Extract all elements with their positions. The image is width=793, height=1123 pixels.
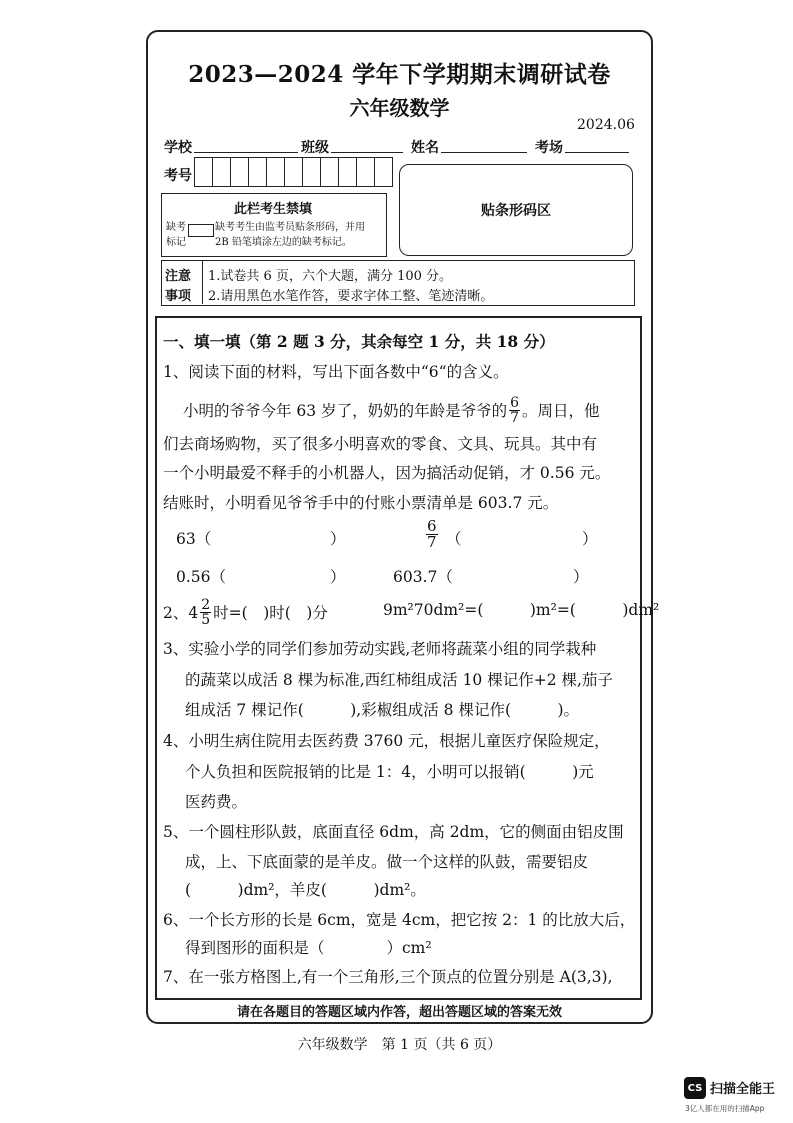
barcode-area: [399, 164, 633, 256]
exam-number-label: 考号: [164, 168, 192, 184]
exam-number-box[interactable]: [230, 157, 249, 187]
exam-number-box[interactable]: [212, 157, 231, 187]
q7-line-1: 7、在一张方格图上,有一个三角形,三个顶点的位置分别是 A(3,3),: [163, 968, 613, 986]
q1-text: 。周日，他: [522, 401, 600, 420]
q2-text-a: 2、4: [163, 603, 199, 622]
exam-number-box[interactable]: [374, 157, 393, 187]
camscanner-name: 扫描全能王: [710, 1082, 776, 1097]
answer-63-label: 63（: [176, 530, 212, 548]
q6-line-2: 得到图形的面积是（ ）cm²: [185, 939, 432, 957]
page-footer: 六年级数学 第 1 页（共 6 页）: [297, 1037, 502, 1053]
q4-line-2: 个人负担和医院报销的比是 1：4，小明可以报销( )元: [185, 763, 594, 781]
fraction-denominator: 7: [427, 533, 437, 551]
logo-text: CS: [687, 1082, 703, 1094]
q3-line-1: 3、实验小学的同学们参加劳动实践,老师将蔬菜小组的同学栽种: [163, 640, 597, 658]
camscanner-logo: [684, 1077, 706, 1099]
absent-label-1: 缺考: [166, 222, 186, 233]
fraction-numerator: 6: [510, 395, 520, 411]
exam-number-box[interactable]: [320, 157, 339, 187]
q2-text-b: 时=( )时( )分: [213, 603, 328, 622]
answer-frac-close: ）: [582, 530, 598, 548]
venue-field[interactable]: [565, 152, 629, 153]
exam-title: 2023—2024 学年下学期期末调研试卷: [188, 61, 611, 88]
absent-text-2: 2B 铅笔填涂左边的缺考标记。: [215, 237, 352, 248]
answer-6037-close: ）: [573, 568, 589, 586]
fraction-numerator: 6: [427, 517, 437, 535]
exam-number-box[interactable]: [356, 157, 375, 187]
answer-63-close: ）: [330, 530, 346, 548]
answer-056-label: 0.56（: [176, 568, 227, 586]
q1-stem: 1、阅读下面的材料，写出下面各数中“6“的含义。: [163, 363, 509, 381]
exam-number-box[interactable]: [302, 157, 321, 187]
school-label: 学校: [164, 140, 192, 156]
q5-line-1: 5、一个圆柱形队鼓，底面直径 6dm，高 2dm，它的侧面由铝皮围: [163, 823, 624, 841]
fraction: [200, 598, 211, 627]
q1-text: 小明的爷爷今年 63 岁了，奶奶的年龄是爷爷的: [183, 401, 508, 420]
exam-date: 2024.06: [577, 117, 635, 133]
camscanner-tagline: 3亿人都在用的扫描App: [685, 1104, 765, 1113]
section-heading: 一、填一填（第 2 题 3 分，其余每空 1 分，共 18 分）: [163, 332, 555, 351]
notice-divider: [202, 260, 203, 304]
q1-passage-line-3: 一个小明最爱不释手的小机器人，因为搞活动促销，才 0.56 元。: [163, 464, 611, 482]
fraction: [509, 396, 520, 425]
answer-frac: [426, 519, 438, 550]
barcode-label: 贴条形码区: [481, 203, 551, 219]
absent-text-1: 缺考考生由监考员贴条形码，并用: [215, 222, 365, 233]
exam-number-box[interactable]: [248, 157, 267, 187]
q3-line-2: 的蔬菜以成活 8 棵为标准,西红柿组成活 10 棵记作+2 棵,茄子: [185, 671, 613, 689]
fraction-denominator: 7: [510, 410, 520, 426]
exam-number-box[interactable]: [284, 157, 303, 187]
q2: [163, 598, 328, 627]
notice-heading-1: 注意: [165, 269, 192, 284]
school-field[interactable]: [194, 152, 298, 153]
answer-056-close: ）: [330, 568, 346, 586]
notice-item-2: 2.请用黑色水笔作答，要求字体工整、笔迹清晰。: [208, 289, 494, 304]
notice-item-1: 1.试卷共 6 页，六个大题，满分 100 分。: [208, 269, 453, 284]
exam-number-box[interactable]: [338, 157, 357, 187]
q3-line-3: 组成活 7 棵记作( ),彩椒组成活 8 棵记作( )。: [185, 701, 580, 719]
q4-line-1: 4、小明生病住院用去医药费 3760 元，根据儿童医疗保险规定，: [163, 732, 610, 750]
absent-label-2: 标记: [166, 237, 186, 248]
answer-6037-label: 603.7（: [393, 568, 453, 586]
exam-number-boxes[interactable]: [194, 157, 392, 187]
name-label: 姓名: [411, 140, 439, 156]
q2-text-c: 9m²70dm²=( )m²=( )dm²: [383, 601, 660, 619]
answer-region-warning: 请在各题目的答题区域内作答，超出答题区域的答案无效: [236, 1005, 562, 1020]
fraction-denominator: 5: [201, 612, 211, 628]
notice-heading-2: 事项: [165, 289, 192, 304]
answer-frac-open: （: [446, 530, 462, 548]
q1-passage-line-1: [183, 396, 600, 425]
fraction-numerator: 2: [201, 597, 211, 613]
exam-number-box[interactable]: [266, 157, 285, 187]
q5-line-3: ( )dm²，羊皮( )dm²。: [185, 881, 426, 899]
name-field[interactable]: [441, 152, 527, 153]
absent-mark-checkbox[interactable]: [188, 224, 214, 237]
q1-passage-line-4: 结账时，小明看见爷爷手中的付账小票清单是 603.7 元。: [163, 494, 559, 512]
exam-subtitle: 六年级数学: [349, 96, 450, 120]
q4-line-3: 医药费。: [185, 793, 248, 811]
q6-line-1: 6、一个长方形的长是 6cm，宽是 4cm，把它按 2：1 的比放大后，: [163, 911, 636, 929]
exam-number-box[interactable]: [194, 157, 213, 187]
q5-line-2: 成，上、下底面蒙的是羊皮。做一个这样的队鼓，需要铝皮: [185, 853, 589, 871]
absent-title: 此栏考生禁填: [233, 202, 312, 217]
venue-label: 考场: [535, 140, 563, 156]
class-field[interactable]: [331, 152, 403, 153]
class-label: 班级: [301, 140, 329, 156]
q1-passage-line-2: 们去商场购物，买了很多小明喜欢的零食、文具、玩具。其中有: [163, 435, 598, 453]
